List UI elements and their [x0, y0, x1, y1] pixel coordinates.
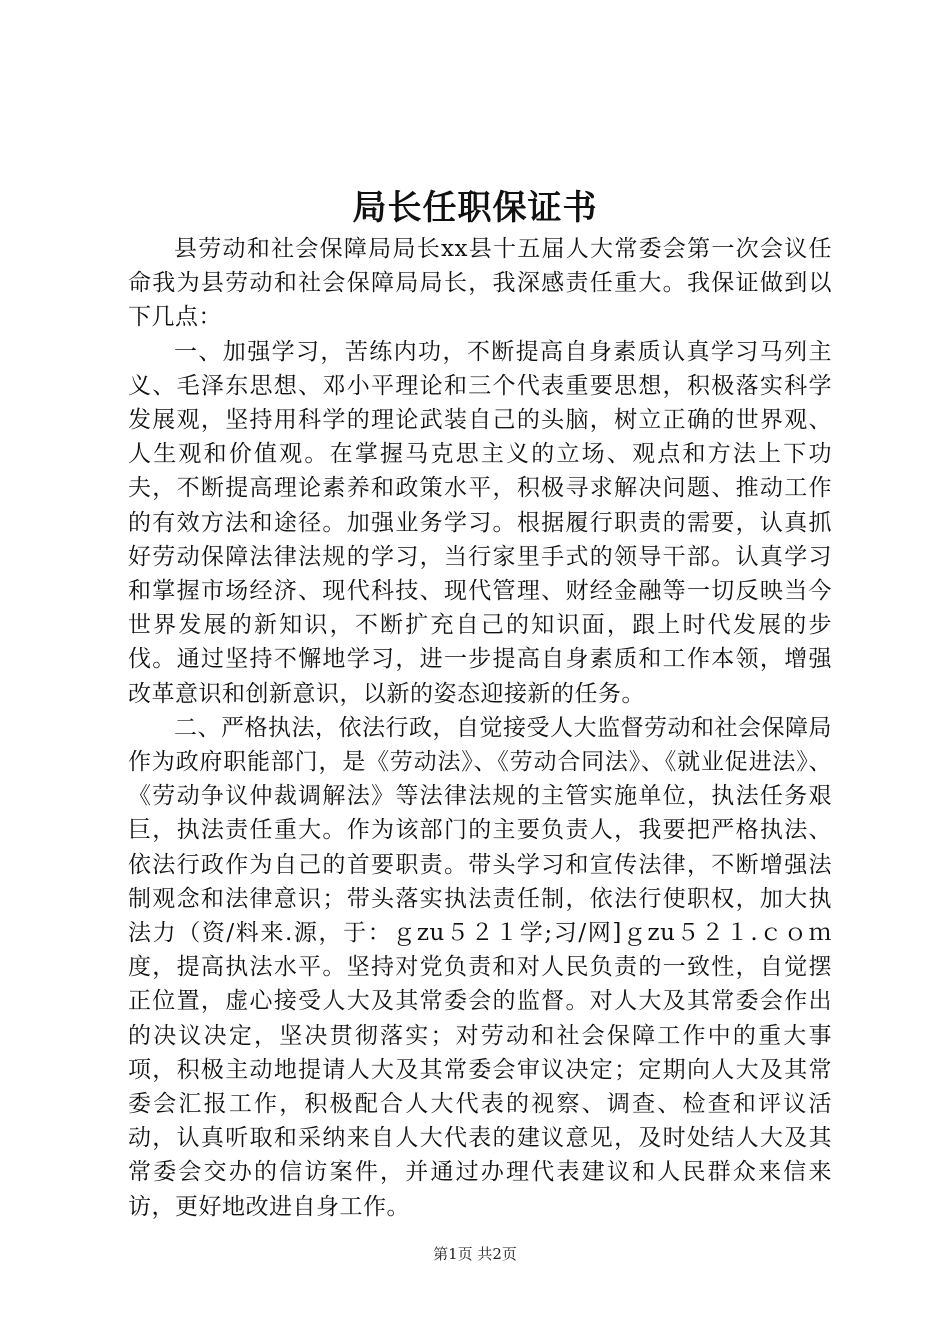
paragraph-section-two: 二、严格执法，依法行政，自觉接受人大监督劳动和社会保障局作为政府职能部门，是《劳动法》、《劳动合同法》、《就业促进法》、《劳动争议仲裁调解法》等法律法规的主管实施单位，执法任务艰巨，执法责任重大。作为该部门的主要负责人，我要把严格执法、依法行政作为自己的首要职责。带头学习和宣传法律，不断增强法制观念和法律意识；带头落实执法责任制，依法行使职权，加大执法力（资/料来.源，于：ｇzu５２１学;习/网]ｇzu５２１.ｃｏｍ度，提高执法水平。坚持对党负责和对人民负责的一致性，自觉摆正位置，虚心接受人大及其常委会的监督。对人大及其常委会作出的决议决定，坚决贯彻落实；对劳动和社会保障工作中的重大事项，积极主动地提请人大及其常委会审议决定；定期向人大及其常委会汇报工作，积极配合人大代表的视察、调查、检查和评议活动，认真听取和采纳来自人大代表的建议意见，及时处结人大及其常委会交办的信访案件，并通过办理代表建议和人民群众来信来访，更好地改进自身工作。	[128, 714, 832, 1220]
document-title: 局长任职保证书	[352, 188, 598, 228]
paragraph-intro: 县劳动和社会保障局局长xx县十五届人大常委会第一次会议任命我为县劳动和社会保障局局长，我深感责任重大。我保证做到以下几点：	[128, 236, 832, 331]
page-number-footer: 第1页 共2页	[433, 1245, 517, 1263]
paragraph-section-one: 一、加强学习，苦练内功，不断提高自身素质认真学习马列主义、毛泽东思想、邓小平理论和三个代表重要思想，积极落实科学发展观，坚持用科学的理论武装自己的头脑，树立正确的世界观、人生观和价值观。在掌握马克思主义的立场、观点和方法上下功夫，不断提高理论素养和政策水平，积极寻求解决问题、推动工作的有效方法和途径。加强业务学习。根据履行职责的需要，认真抓好劳动保障法律法规的学习，当行家里手式的领导干部。认真学习和掌握市场经济、现代科技、现代管理、财经金融等一切反映当今世界发展的新知识，不断扩充自己的知识面，跟上时代发展的步伐。通过坚持不懈地学习，进一步提高自身素质和工作本领，增强改革意识和创新意识，以新的姿态迎接新的任务。	[128, 338, 832, 707]
document-body	[128, 232, 832, 1224]
